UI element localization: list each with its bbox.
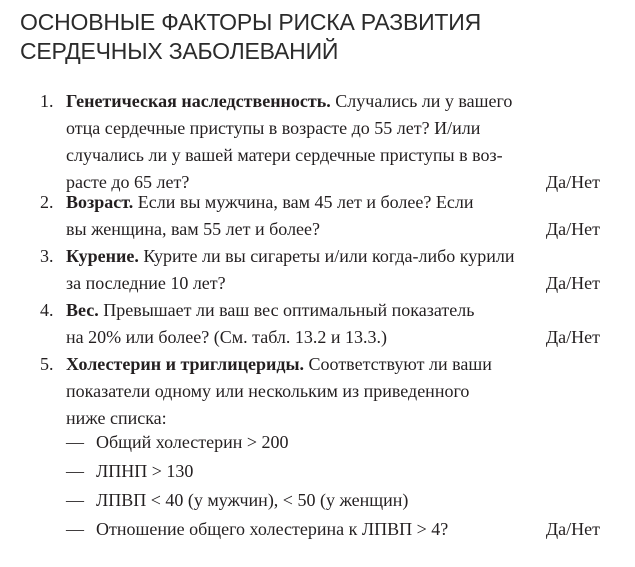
- item-text: [66, 189, 526, 243]
- item-line: вы женщина, вам 55 лет и более?: [66, 219, 321, 239]
- item-line: Превышает ли ваш вес оптимальный показатель: [98, 300, 475, 320]
- sublist-text: ЛПНП > 130: [96, 461, 194, 481]
- item-number: 2.: [40, 192, 54, 212]
- list-item: [40, 243, 600, 297]
- title-line-1: ОСНОВНЫЕ ФАКТОРЫ РИСКА РАЗВИТИЯ: [20, 9, 482, 35]
- sublist-text: ЛПВП < 40 (у мужчин), < 50 (у женщин): [96, 490, 409, 510]
- item-text: [66, 88, 526, 196]
- item-line: расте до 65 лет?: [66, 172, 190, 192]
- item-line: Случались ли у вашего: [330, 91, 513, 111]
- item-number: 4.: [40, 300, 54, 320]
- sublist-text: Общий холестерин > 200: [96, 432, 289, 452]
- list-item: [40, 88, 600, 196]
- item-line: на 20% или более? (См. табл. 13.2 и 13.3.): [66, 327, 388, 347]
- list-item: [40, 351, 600, 432]
- list-item: [40, 189, 600, 243]
- item-term: Вес.: [66, 300, 99, 320]
- item-term: Курение.: [66, 246, 139, 266]
- sublist-item: [66, 487, 600, 514]
- dash-mark: —: [66, 461, 84, 481]
- item-line: Курите ли вы сигареты и/или когда-либо курили: [138, 246, 515, 266]
- title-line-2: СЕРДЕЧНЫХ ЗАБОЛЕВАНИЙ: [20, 38, 339, 64]
- item-line: случались ли у вашей матери сердечные приступы в воз-: [66, 145, 503, 165]
- dash-mark: —: [66, 432, 84, 452]
- item-text: [66, 297, 526, 351]
- item-number: 3.: [40, 246, 54, 266]
- list-item: [40, 297, 600, 351]
- item-line: Если вы мужчина, вам 45 лет и более? Если: [133, 192, 474, 212]
- answer-yes-no: Да/Нет: [545, 519, 600, 539]
- item-number: 5.: [40, 354, 54, 374]
- sublist-item: [66, 458, 600, 485]
- item-term: Возраст.: [66, 192, 134, 212]
- answer-yes-no: Да/Нет: [545, 219, 600, 239]
- sublist-text: Отношение общего холестерина к ЛПВП > 4?: [96, 519, 449, 539]
- item-term: Холестерин и триглицериды.: [66, 354, 305, 374]
- dash-mark: —: [66, 490, 84, 510]
- answer-yes-no: Да/Нет: [545, 327, 600, 347]
- item-line: Соответствуют ли ваши: [304, 354, 492, 374]
- answer-yes-no: Да/Нет: [545, 172, 600, 192]
- page-title: [20, 8, 610, 66]
- item-text: [66, 351, 526, 432]
- item-term: Генетическая наследственность.: [66, 91, 331, 111]
- item-number: 1.: [40, 91, 54, 111]
- item-line: за последние 10 лет?: [66, 273, 226, 293]
- answer-yes-no: Да/Нет: [545, 273, 600, 293]
- sublist-item: [66, 516, 600, 543]
- item-text: [66, 243, 526, 297]
- sublist-item: [66, 429, 600, 456]
- item-line: отца сердечные приступы в возрасте до 55 лет? И/или: [66, 118, 481, 138]
- dash-mark: —: [66, 519, 84, 539]
- item-line: показатели одному или нескольким из приведенного: [66, 381, 470, 401]
- item-line: ниже списка:: [66, 408, 167, 428]
